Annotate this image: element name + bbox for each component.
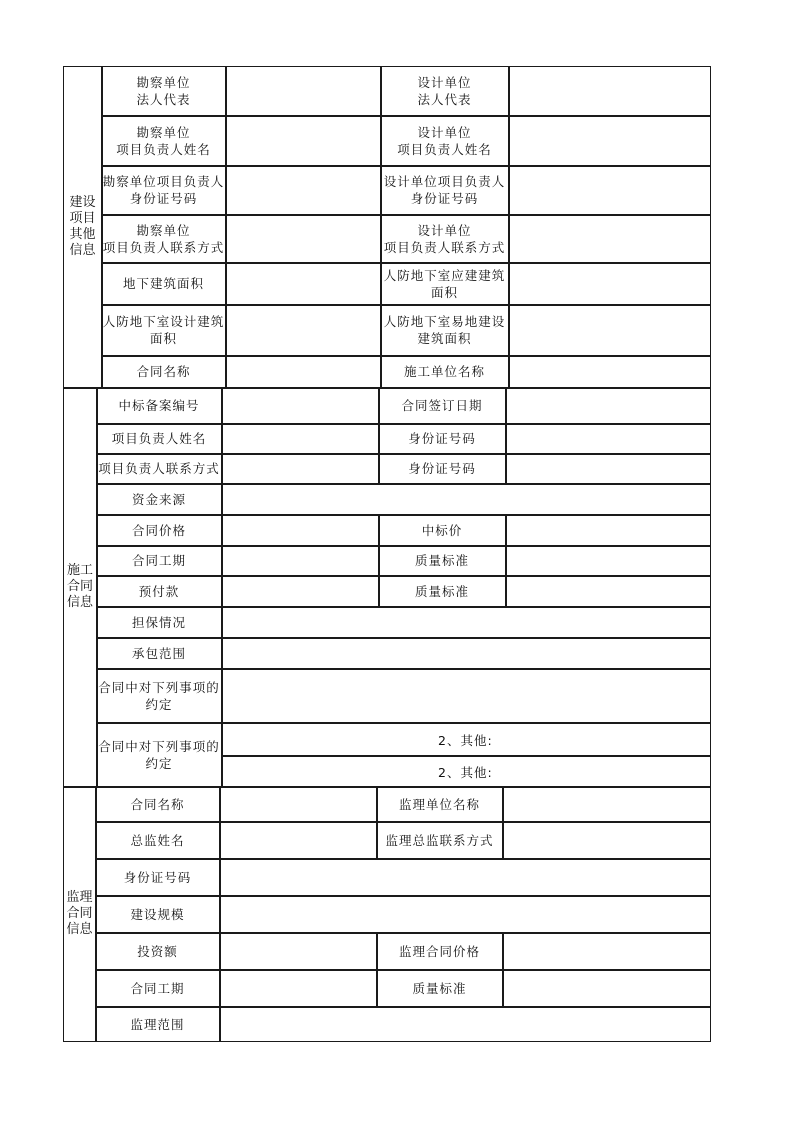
label-survey-pm-name: 勘察单位 项目负责人姓名: [116, 124, 211, 157]
field-bid-record-no[interactable]: [223, 388, 378, 423]
label-design-pm-id: 设计单位项目负责人 身份证号码: [383, 174, 506, 206]
label-supervision-scope: 监理范围: [130, 1017, 185, 1032]
section-title-construction-contract: 施工 合同 信息: [66, 562, 93, 610]
field-contractor-name[interactable]: [510, 356, 710, 387]
field-pm-name[interactable]: [223, 424, 378, 453]
label-funding-source: 资金来源: [131, 491, 186, 507]
label-civil-defense-offsite-area: 人防地下室易地建设 建筑面积: [383, 314, 506, 346]
field-quality-standard[interactable]: [507, 546, 710, 575]
field-chief-supervisor-name[interactable]: [221, 822, 376, 858]
field-civil-defense-offsite-area[interactable]: [510, 305, 710, 355]
field-funding-source[interactable]: [223, 484, 710, 514]
label-design-legal-rep: 设计单位 法人代表: [417, 75, 472, 107]
field-contract-scope[interactable]: [223, 638, 710, 668]
section-title-supervision-contract: 监理 合同 信息: [66, 890, 93, 937]
label-construction-scale: 建设规模: [130, 906, 185, 922]
field-contract-duration[interactable]: [223, 546, 378, 575]
field-design-pm-name[interactable]: [510, 116, 710, 165]
label-id-number: 身份证号码: [408, 431, 476, 446]
other-item: 2、其他:: [438, 732, 493, 748]
field-design-pm-id[interactable]: [510, 166, 710, 214]
field-design-pm-contact[interactable]: [510, 215, 710, 262]
field-supervision-unit-name[interactable]: [504, 787, 710, 821]
label-underground-area: 地下建筑面积: [122, 276, 204, 291]
label-supervision-price: 监理合同价格: [398, 943, 480, 959]
label-bid-record-no: 中标备案编号: [118, 398, 200, 413]
field-winning-bid-price[interactable]: [507, 515, 710, 545]
label-quality-standard: 质量标准: [412, 980, 467, 996]
field-advance-payment[interactable]: [223, 576, 378, 606]
field-survey-pm-id[interactable]: [227, 166, 380, 214]
field-guarantee[interactable]: [223, 607, 710, 637]
label-guarantee: 担保情况: [131, 614, 186, 630]
field-chief-supervisor-contact[interactable]: [504, 822, 710, 858]
field-quality-standard[interactable]: [504, 970, 710, 1006]
field-contract-duration[interactable]: [221, 970, 376, 1006]
label-contract-price: 合同价格: [131, 522, 186, 538]
field-pm-contact[interactable]: [223, 454, 378, 483]
field-civil-defense-design-area[interactable]: [227, 305, 380, 355]
field-id-number[interactable]: [507, 424, 710, 453]
field-supervision-scope[interactable]: [221, 1007, 710, 1042]
field-contract-sign-date[interactable]: [507, 388, 710, 423]
label-chief-supervisor-name: 总监姓名: [130, 832, 185, 848]
field-survey-pm-contact[interactable]: [227, 215, 380, 262]
label-design-pm-name: 设计单位 项目负责人姓名: [397, 124, 492, 157]
label-pm-name: 项目负责人姓名: [111, 431, 207, 446]
field-investment-amount[interactable]: [221, 933, 376, 969]
label-survey-legal-rep: 勘察单位 法人代表: [136, 75, 191, 107]
field-supervision-price[interactable]: [504, 933, 710, 969]
label-winning-bid-price: 中标价: [421, 522, 463, 538]
label-contract-duration: 合同工期: [131, 553, 186, 568]
label-civil-defense-design-area: 人防地下室设计建筑 面积: [102, 314, 225, 346]
field-agreed-matters[interactable]: [223, 669, 710, 722]
label-supervision-unit-name: 监理单位名称: [398, 796, 480, 812]
label-contract-scope: 承包范围: [131, 645, 186, 661]
label-contract-name: 合同名称: [130, 796, 185, 812]
label-quality-standard: 质量标准: [414, 553, 469, 568]
label-contract-name: 合同名称: [136, 364, 191, 379]
label-quality-standard: 质量标准: [414, 583, 469, 599]
other-item: 2、其他:: [438, 764, 493, 780]
field-survey-pm-name[interactable]: [227, 116, 380, 165]
field-id-number[interactable]: [507, 454, 710, 483]
field-survey-legal-rep[interactable]: [227, 67, 380, 115]
label-contract-sign-date: 合同签订日期: [401, 398, 483, 413]
field-design-legal-rep[interactable]: [510, 67, 710, 115]
label-chief-supervisor-contact: 监理总监联系方式: [385, 832, 494, 848]
label-survey-pm-id: 勘察单位项目负责人 身份证号码: [102, 174, 225, 206]
field-civil-defense-required-area[interactable]: [510, 263, 710, 304]
field-construction-scale[interactable]: [221, 896, 710, 932]
section-title-project: 建设 项目 其他 信息: [69, 194, 96, 258]
label-civil-defense-required-area: 人防地下室应建建筑 面积: [383, 267, 506, 300]
label-investment-amount: 投资额: [137, 943, 178, 959]
label-pm-contact: 项目负责人联系方式: [98, 461, 220, 476]
label-id-number: 身份证号码: [123, 869, 192, 885]
field-quality-standard[interactable]: [507, 576, 710, 606]
field-underground-area[interactable]: [227, 263, 380, 304]
label-contract-duration: 合同工期: [130, 980, 185, 996]
label-design-pm-contact: 设计单位 项目负责人联系方式: [383, 222, 506, 255]
field-contract-name[interactable]: [227, 356, 380, 387]
label-advance-payment: 预付款: [138, 583, 180, 599]
label-agreed-matters: 合同中对下列事项的 约定: [98, 738, 220, 771]
field-contract-price[interactable]: [223, 515, 378, 545]
label-contractor-name: 施工单位名称: [403, 364, 485, 379]
field-id-number[interactable]: [221, 859, 710, 895]
label-agreed-matters: 合同中对下列事项的 约定: [98, 679, 220, 712]
label-survey-pm-contact: 勘察单位 项目负责人联系方式: [102, 222, 225, 255]
label-id-number: 身份证号码: [408, 461, 476, 476]
field-contract-name[interactable]: [221, 787, 376, 821]
